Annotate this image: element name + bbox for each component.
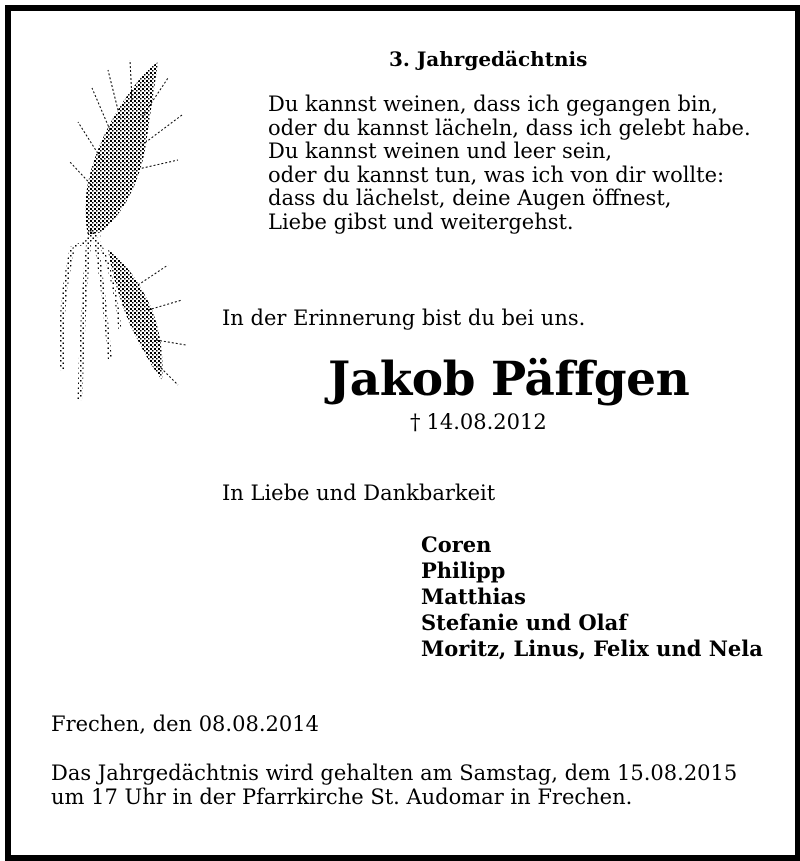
memory-line: In der Erinnerung bist du bei uns. — [222, 306, 586, 330]
mourners-list — [421, 532, 763, 662]
death-date: 14.08.2012 — [426, 410, 547, 434]
service-notice — [51, 761, 737, 809]
mourner: Matthias — [421, 584, 526, 609]
poem — [268, 93, 751, 234]
cross-icon: † — [410, 410, 421, 434]
closing-line: In Liebe und Dankbarkeit — [222, 481, 496, 505]
poem-line: dass du lächelst, deine Augen öffnest, — [268, 186, 672, 210]
death-date-line — [410, 410, 547, 434]
place-date: Frechen, den 08.08.2014 — [51, 712, 319, 736]
mourner: Moritz, Linus, Felix und Nela — [421, 636, 763, 661]
notice-line: um 17 Uhr in der Pfarrkirche St. Audomar in Frechen. — [51, 785, 633, 809]
poem-line: Du kannst weinen, dass ich gegangen bin, — [268, 92, 718, 116]
deceased-name: Jakob Päffgen — [328, 352, 690, 407]
mourner: Coren — [421, 532, 492, 557]
poem-line: oder du kannst tun, was ich von dir wollte: — [268, 162, 725, 187]
poem-line: oder du kannst lächeln, dass ich gelebt habe. — [268, 115, 751, 140]
anniversary-title: 3. Jahrgedächtnis — [389, 47, 588, 71]
poem-line: Liebe gibst und weitergehst. — [268, 209, 574, 234]
mourner: Stefanie und Olaf — [421, 610, 628, 635]
mourner: Philipp — [421, 558, 506, 583]
wheat-ears-icon — [50, 60, 190, 405]
poem-line: Du kannst weinen und leer sein, — [268, 139, 613, 163]
notice-line: Das Jahrgedächtnis wird gehalten am Samstag, dem 15.08.2015 — [51, 761, 738, 785]
